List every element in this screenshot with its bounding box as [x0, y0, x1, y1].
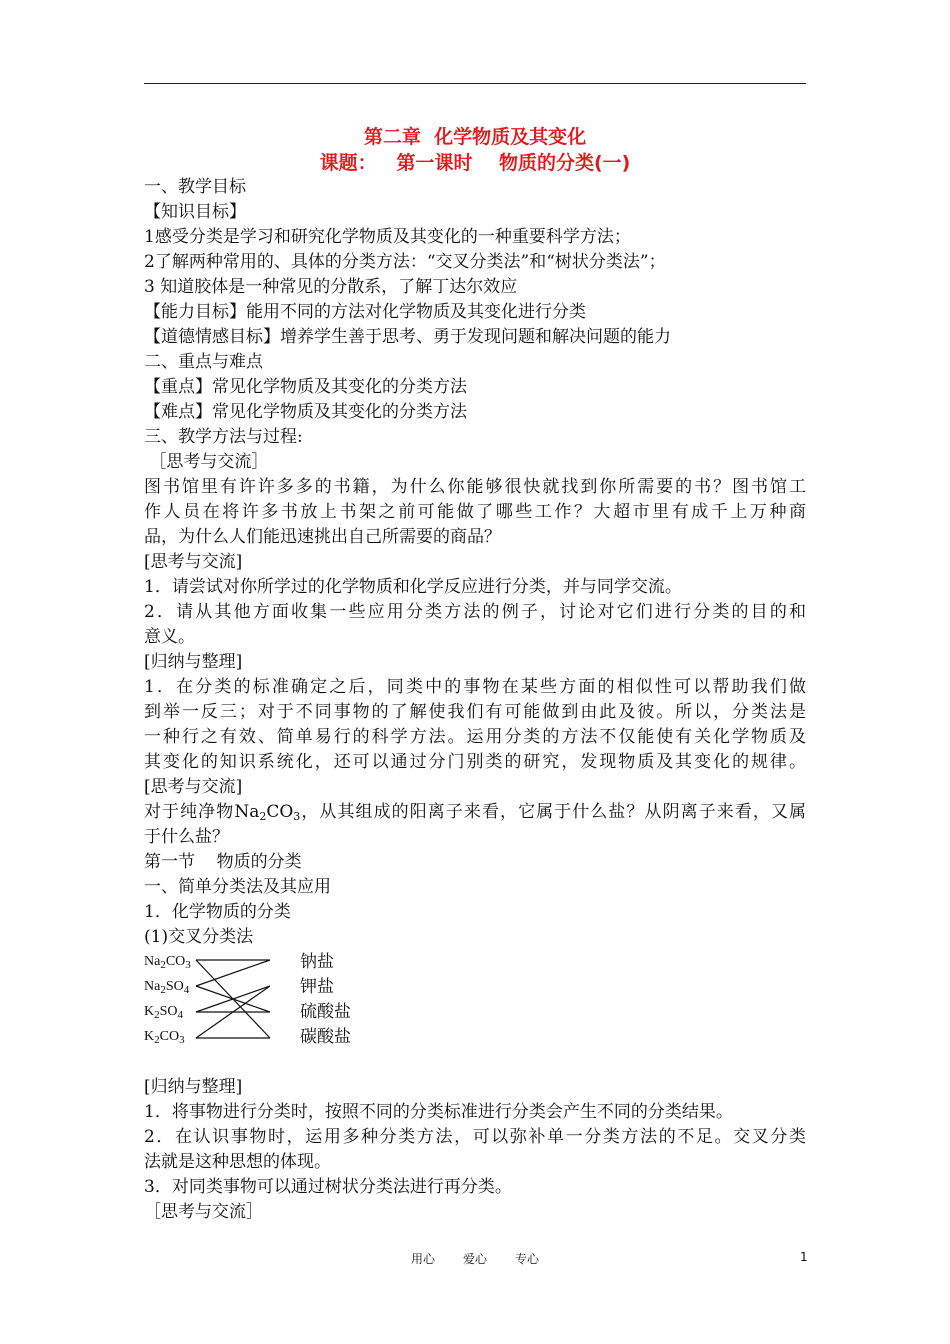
footer-word: 爱心	[462, 1252, 487, 1266]
text-line: 品，为什么人们能迅速挑出自己所需要的商品？	[144, 527, 501, 547]
text-line: [归纳与整理]	[144, 652, 243, 672]
text-line: 作人员在将许多书放上书架之前可能做了哪些工作？大超市里有成千上万种商	[144, 502, 806, 522]
text-line: 【知识目标】	[144, 202, 246, 222]
text-line: 1．将事物进行分类时，按照不同的分类标准进行分类会产生不同的分类结果。	[144, 1102, 733, 1122]
footer-word: 专心	[515, 1252, 540, 1266]
substance-label: $K_2CO_3$	[144, 1029, 185, 1046]
cross-classification-lines	[190, 952, 280, 1048]
text-line: 其变化的知识系统化，还可以通过分门别类的研究，发现物质及其变化的规律。	[144, 752, 806, 772]
text-line: 一、教学目标	[144, 177, 246, 197]
category-label: 钠盐	[300, 952, 334, 972]
lesson-title: 课题： 第一课时 物质的分类(一)	[319, 152, 631, 174]
text-line: 【重点】常见化学物质及其变化的分类方法	[144, 377, 467, 397]
footer-word: 用心	[410, 1252, 435, 1266]
text-line: [思考与交流]	[144, 777, 243, 797]
substance-label: $Na_2CO_3$	[144, 954, 191, 971]
text-line: 三、教学方法与过程:	[144, 427, 303, 447]
header-rule	[144, 83, 806, 84]
text-line: 【难点】常见化学物质及其变化的分类方法	[144, 402, 467, 422]
text-line: [归纳与整理]	[144, 1077, 243, 1097]
text-line: 1．化学物质的分类	[144, 902, 291, 922]
text-line: 1．在分类的标准确定之后，同类中的事物在某些方面的相似性可以帮助我们做	[144, 677, 806, 697]
text-line: ［思考与交流］	[144, 452, 269, 472]
text-line: 3 知道胶体是一种常见的分散系，了解丁达尔效应	[144, 277, 518, 297]
text-line: 【道德情感目标】增养学生善于思考、勇于发现问题和解决问题的能力	[144, 327, 671, 347]
chapter-title: 第二章 化学物质及其变化	[363, 126, 587, 148]
text-line: 2．请从其他方面收集一些应用分类方法的例子，讨论对它们进行分类的目的和	[144, 602, 806, 622]
text-line: 2．在认识事物时，运用多种分类方法，可以弥补单一分类方法的不足。交叉分类	[144, 1127, 806, 1147]
category-label: 钾盐	[300, 977, 334, 997]
text-line: 1．请尝试对你所学过的化学物质和化学反应进行分类，并与同学交流。	[144, 577, 682, 597]
page-number: 1	[800, 1250, 808, 1264]
text-line: 意义。	[144, 627, 195, 647]
link-line	[196, 960, 270, 986]
text-line: 于什么盐？	[144, 827, 229, 847]
text-line: 二、重点与难点	[144, 352, 263, 372]
na2co3-question: 对于纯净物$Na_2CO_3$，从其组成的阳离子来看，它属于什么盐？从阴离子来看，又属	[144, 802, 807, 823]
text-line: 1感受分类是学习和研究化学物质及其变化的一种重要科学方法；	[144, 227, 631, 247]
category-label: 硫酸盐	[300, 1002, 351, 1022]
substance-label: $Na_2SO_4$	[144, 979, 190, 996]
substance-label: $K_2SO_4$	[144, 1004, 184, 1021]
text-line: 2了解两种常用的、具体的分类方法：“交叉分类法”和“树状分类法”；	[144, 252, 666, 272]
text-line: ［思考与交流］	[144, 1202, 263, 1222]
section-heading: 第一节 物质的分类	[144, 852, 302, 872]
text-line: 【能力目标】能用不同的方法对化学物质及其变化进行分类	[144, 302, 586, 322]
text-line: [思考与交流]	[144, 552, 243, 572]
text-line: 法就是这种思想的体现。	[144, 1152, 331, 1172]
category-label: 碳酸盐	[300, 1027, 351, 1047]
text-line: (1)交叉分类法	[144, 927, 254, 947]
text-line: 到举一反三；对于不同事物的了解使我们有可能做到由此及彼。所以，分类法是	[144, 702, 806, 722]
text-line: 图书馆里有许许多多的书籍，为什么你能够很快就找到你所需要的书？图书馆工	[144, 477, 806, 497]
text-line: 3．对同类事物可以通过树状分类法进行再分类。	[144, 1177, 512, 1197]
section-heading: 一、简单分类法及其应用	[144, 877, 331, 897]
text-line: 一种行之有效、简单易行的科学方法。运用分类的方法不仅能使有关化学物质及	[144, 727, 806, 747]
